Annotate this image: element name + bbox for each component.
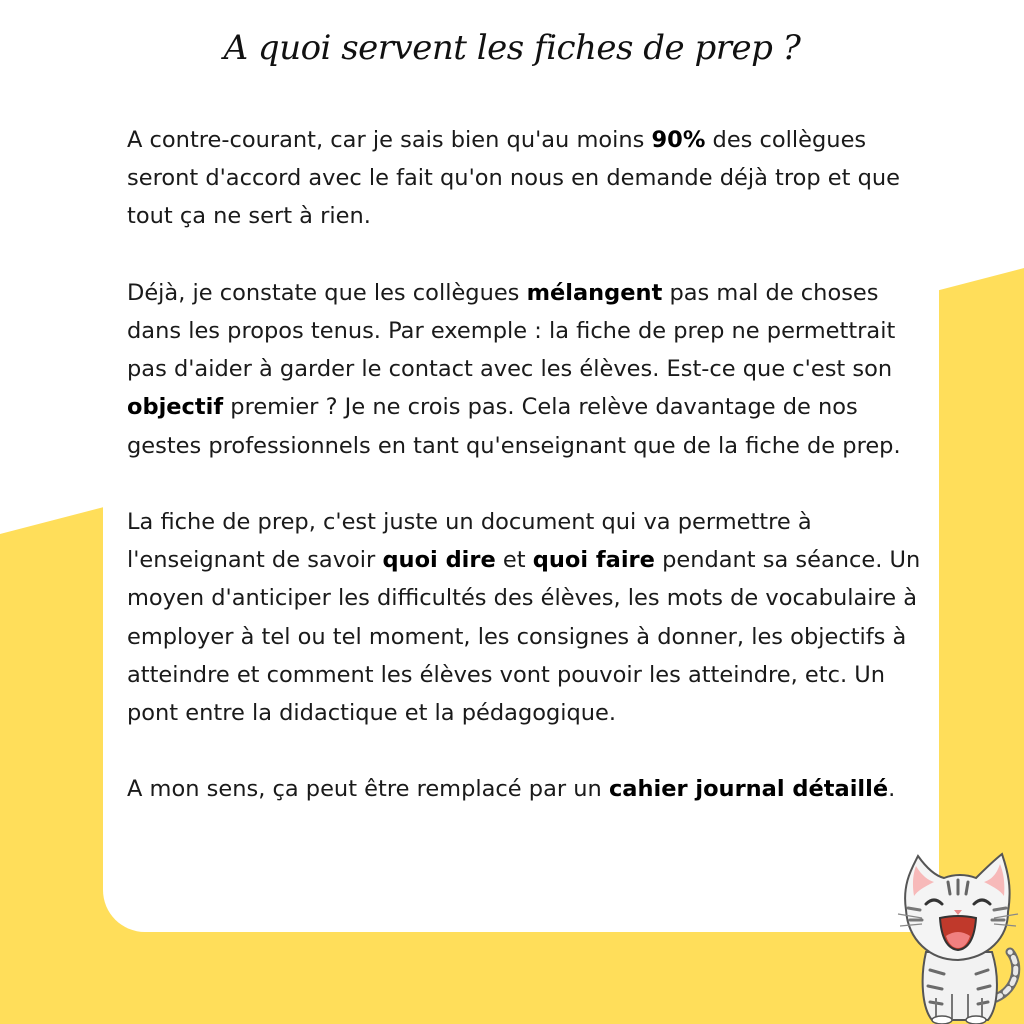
article-body (127, 121, 927, 809)
emphasis-quoi-dire: quoi dire (382, 547, 496, 574)
paragraph-2: Déjà, je constate que les collègues mélangent pas mal de choses dans les propos tenus. Par exemple : la fiche de prep ne permettrait pas d'aider à garder le contact avec les élèves. Est-ce que c'est son objectif premier ? Je ne crois pas. Cela relève davantage de nos gestes professionnels en tant qu'enseignant que de la fiche de prep. (127, 279, 901, 459)
emphasis-quoi-faire: quoi faire (532, 547, 655, 574)
emphasis-objectif: objectif (127, 394, 224, 421)
emphasis-melangent: mélangent (526, 279, 663, 306)
laughing-kitten-icon (892, 848, 1024, 1024)
emphasis-90-percent: 90% (651, 127, 706, 153)
paragraph-3: La fiche de prep, c'est juste un document qui va permettre à l'enseignant de savoir quoi dire et quoi faire pendant sa séance. Un moyen d'anticiper les difficultés des élèves, les mots de vocabulaire à employer à tel ou tel moment, les consignes à donner, les objectifs à atteindre et comment les élèves vont pouvoir les atteindre, etc. Un pont entre la didactique et la pédagogique. (127, 509, 921, 727)
paragraph-4: A mon sens, ça peut être remplacé par un cahier journal détaillé. (127, 776, 896, 803)
emphasis-cahier-journal: cahier journal détaillé (608, 776, 889, 803)
page-title: A quoi servent les fiches de prep ? (223, 28, 801, 68)
paragraph-1: A contre-courant, car je sais bien qu'au moins 90% des collègues seront d'accord avec le fait qu'on nous en demande déjà trop et que tout ça ne sert à rien. (127, 127, 901, 230)
